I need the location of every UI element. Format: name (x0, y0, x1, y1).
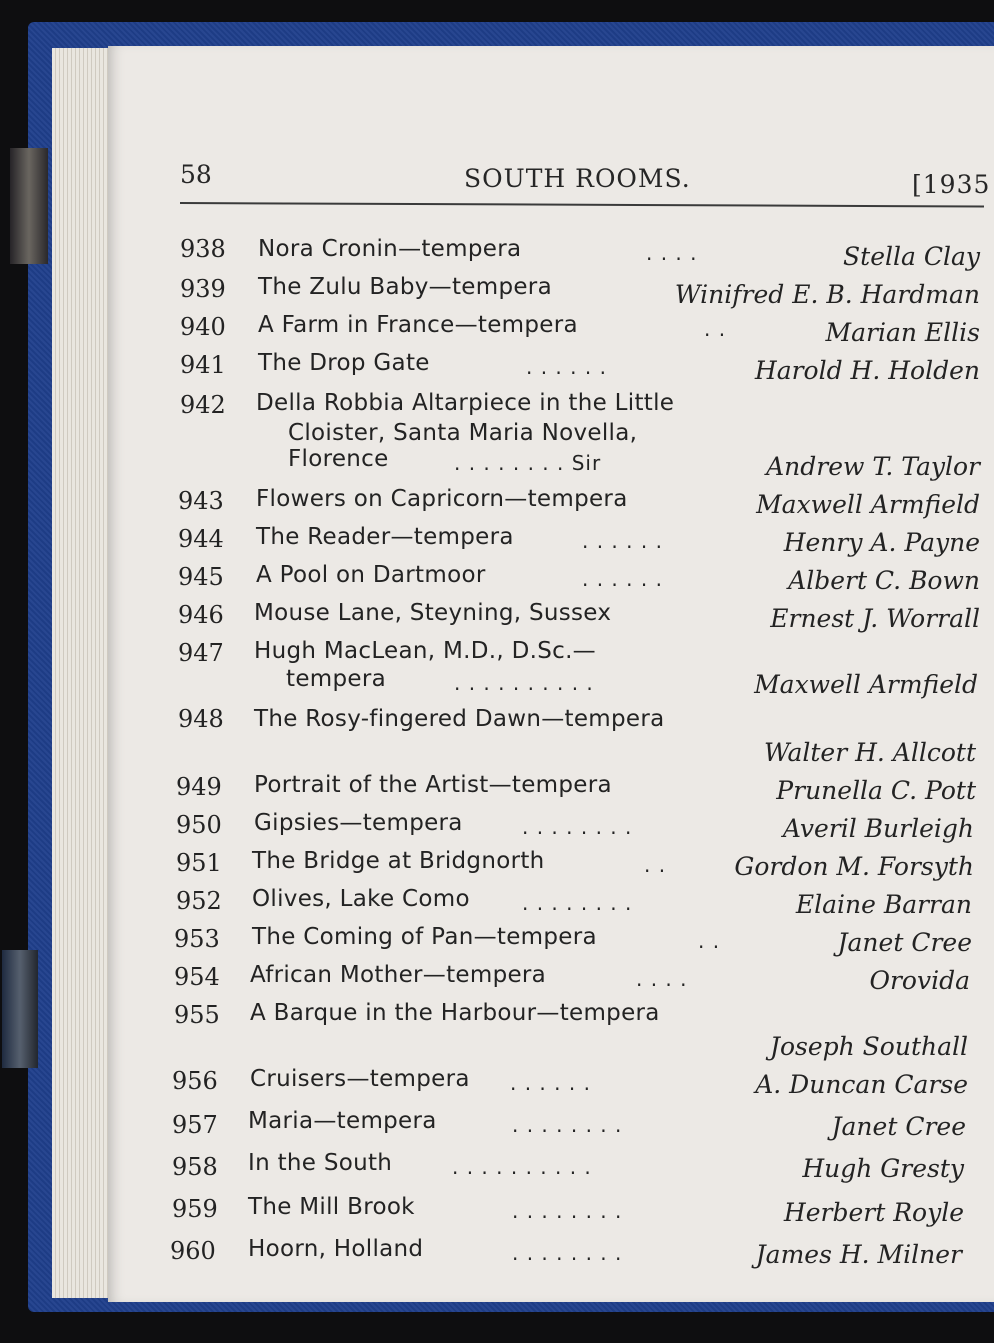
entry-title: Cruisers—tempera (250, 1066, 470, 1092)
entry-number: 959 (172, 1195, 218, 1223)
entry-title: Portrait of the Artist—tempera (254, 772, 612, 798)
entry-artist: Stella Clay (843, 242, 980, 271)
entry-title: The Bridge at Bridgnorth (252, 848, 545, 874)
page-number: 58 (180, 160, 212, 189)
entry-artist: Gordon M. Forsyth (734, 852, 974, 881)
binding-tab-bottom (2, 950, 38, 1068)
entry-title-line-3: Florence (288, 446, 389, 472)
entry-artist: Joseph Southall (769, 1032, 968, 1061)
entry-number: 956 (172, 1067, 218, 1095)
entry-artist: Averil Burleigh (782, 814, 974, 843)
binding-tab-top (10, 148, 48, 264)
entry-artist: Herbert Royle (783, 1198, 964, 1227)
entry-title: Maria—tempera (248, 1108, 437, 1134)
entry-number: 954 (174, 963, 220, 991)
entry-artist: Hugh Gresty (802, 1154, 964, 1183)
entry-number: 953 (174, 925, 220, 953)
entry-number: 951 (176, 849, 222, 877)
entry-artist: Janet Cree (837, 928, 972, 957)
entry-artist: Janet Cree (831, 1112, 966, 1141)
entry-number: 947 (178, 639, 224, 667)
entry-artist: Walter H. Allcott (763, 738, 976, 767)
leader-dots: . . . . . . . . (522, 815, 633, 839)
entry-number: 958 (172, 1153, 218, 1181)
entry-artist: Elaine Barran (795, 890, 972, 919)
entry-title: The Drop Gate (258, 350, 430, 376)
entry-number: 955 (174, 1001, 220, 1029)
leader-dots: . . . . . . . . . . (452, 1155, 592, 1179)
entry-artist: Ernest J. Worrall (770, 604, 980, 633)
leader-dots: . . . . . . . . (512, 1241, 623, 1265)
entry-title: Hoorn, Holland (248, 1236, 424, 1262)
entry-title: The Coming of Pan—tempera (252, 924, 597, 950)
entry-artist: Orovida (869, 966, 970, 995)
entry-artist: Maxwell Armfield (756, 490, 980, 519)
entry-title: Flowers on Capricorn—tempera (256, 486, 628, 512)
leader-dots: . . (704, 317, 727, 341)
entry-title: Della Robbia Altarpiece in the Little (256, 390, 675, 416)
entry-number: 939 (180, 275, 226, 303)
entry-list (108, 46, 994, 1302)
leader-dots: . . . . . . . . (522, 891, 633, 915)
entry-title: Nora Cronin—tempera (258, 236, 522, 262)
entry-number: 957 (172, 1111, 218, 1139)
entry-title: A Barque in the Harbour—tempera (250, 1000, 660, 1026)
entry-number: 944 (178, 525, 224, 553)
entry-number: 948 (178, 705, 224, 733)
entry-title-line-2: Cloister, Santa Maria Novella, (288, 420, 638, 446)
entry-artist: Prunella C. Pott (776, 776, 976, 805)
entry-title: The Zulu Baby—tempera (258, 274, 552, 300)
entry-number: 950 (176, 811, 222, 839)
catalogue-page (108, 46, 994, 1302)
leader-dots: . . . . . . (526, 355, 607, 379)
entry-number: 943 (178, 487, 224, 515)
leader-dots: . . . . . . (510, 1071, 591, 1095)
leader-dots: . . . . . . . . Sir (454, 451, 602, 475)
entry-title: African Mother—tempera (250, 962, 547, 988)
leader-dots: . . . . . . (582, 529, 663, 553)
leader-dots: . . . . . . . . . . (454, 671, 594, 695)
leader-dots: . . . . (646, 241, 698, 265)
entry-number: 949 (176, 773, 222, 801)
leader-dots: . . . . . . (582, 567, 663, 591)
entry-title: Gipsies—tempera (254, 810, 463, 836)
entry-number: 945 (178, 563, 224, 591)
entry-number: 952 (176, 887, 222, 915)
entry-number: 942 (180, 391, 226, 419)
entry-number: 938 (180, 235, 226, 263)
entry-title: Mouse Lane, Steyning, Sussex (254, 600, 612, 626)
entry-artist: Albert C. Bown (788, 566, 980, 595)
leader-dots: . . (698, 929, 721, 953)
entry-artist: James H. Milner (755, 1240, 962, 1269)
entry-artist: Maxwell Armfield (754, 670, 978, 699)
entry-number: 946 (178, 601, 224, 629)
entry-number: 940 (180, 313, 226, 341)
section-title: SOUTH ROOMS. (464, 164, 691, 193)
entry-artist: Henry A. Payne (783, 528, 980, 557)
leader-dots: . . (644, 853, 667, 877)
entry-title: In the South (248, 1150, 393, 1176)
entry-title: The Rosy-fingered Dawn—tempera (254, 706, 665, 732)
entry-title: A Farm in France—tempera (258, 312, 578, 338)
entry-number: 960 (170, 1237, 216, 1265)
entry-number: 941 (180, 351, 226, 379)
leader-dots: . . . . . . . . (512, 1113, 623, 1137)
entry-artist: Andrew T. Taylor (766, 452, 980, 481)
entry-artist: Marian Ellis (825, 318, 980, 347)
entry-artist: Winifred E. B. Hardman (674, 280, 980, 309)
year-marker: [1935 (912, 170, 991, 199)
entry-title-line-2: tempera (286, 666, 386, 692)
leader-dots: . . . . . . . . (512, 1199, 623, 1223)
leader-dots: . . . . (636, 967, 688, 991)
entry-title: Olives, Lake Como (252, 886, 470, 912)
entry-title: The Mill Brook (248, 1194, 415, 1220)
entry-title: Hugh MacLean, M.D., D.Sc.— (254, 638, 596, 664)
entry-title: A Pool on Dartmoor (256, 562, 486, 588)
entry-title: The Reader—tempera (256, 524, 514, 550)
entry-artist: Harold H. Holden (754, 356, 980, 385)
entry-artist: A. Duncan Carse (755, 1070, 968, 1099)
